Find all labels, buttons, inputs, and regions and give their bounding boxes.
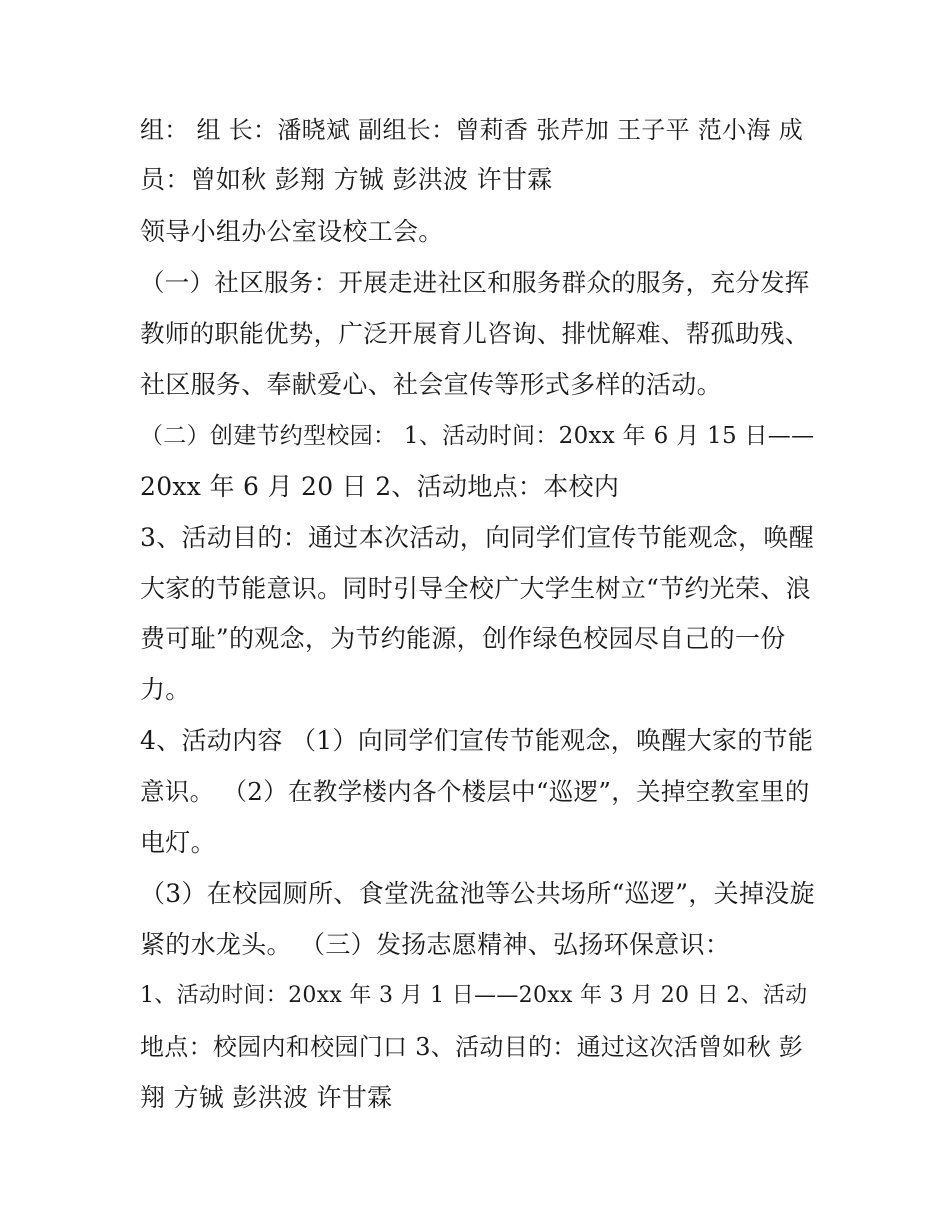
text-line: 领导小组办公室设校工会。 [140,217,444,246]
text-line: 力。 [140,675,191,704]
text-line: 大家的节能意识。同时引导全校广大学生树立“节约光荣、浪 [140,574,811,603]
text-line: 4、活动内容 （1）向同学们宣传节能观念，唤醒大家的节能 [140,726,814,755]
text-line: 教师的职能优势，广泛开展育儿咨询、排忧解难、帮孤助残、 [140,319,810,348]
text-line: 意识。 （2）在教学楼内各个楼层中“巡逻”，关掉空教室里的 [140,777,810,806]
text-line: 社区服务、奉献爱心、社会宣传等形式多样的活动。 [140,370,722,399]
text-line: 费可耻”的观念，为节约能源，创作绿色校园尽自己的一份 [140,624,786,653]
text-line: （二）创建节约型校园： 1、活动时间：20xx 年 6 月 15 日—— [140,423,815,449]
text-line: 翔 方铖 彭洪波 许甘霖 [140,1083,393,1112]
text-line: 20xx 年 6 月 20 日 2、活动地点：本校内 [140,472,620,501]
text-line: （一）社区服务：开展走进社区和服务群众的服务，充分发挥 [140,268,810,297]
text-line: 1、活动时间：20xx 年 3 月 1 日——20xx 年 3 月 20 日 2、活动 [140,983,808,1008]
text-line: 紧的水龙头。 （三）发扬志愿精神、弘扬环保意识： [140,930,731,959]
text-line: 地点：校园内和校园门口 3、活动目的：通过这次活曾如秋 彭 [140,1033,804,1061]
text-line: 电灯。 [140,828,216,857]
text-line: 3、活动目的：通过本次活动，向同学们宣传节能观念，唤醒 [140,523,815,552]
text-line: （3）在校园厕所、食堂洗盆池等公共场所“巡逻”，关掉没旋 [140,879,815,908]
text-line: 组： 组 长：潘晓斌 副组长：曾莉香 张芹加 王子平 范小海 成 [140,116,803,144]
text-line: 员：曾如秋 彭翔 方铖 彭洪波 许甘霖 [140,165,553,194]
